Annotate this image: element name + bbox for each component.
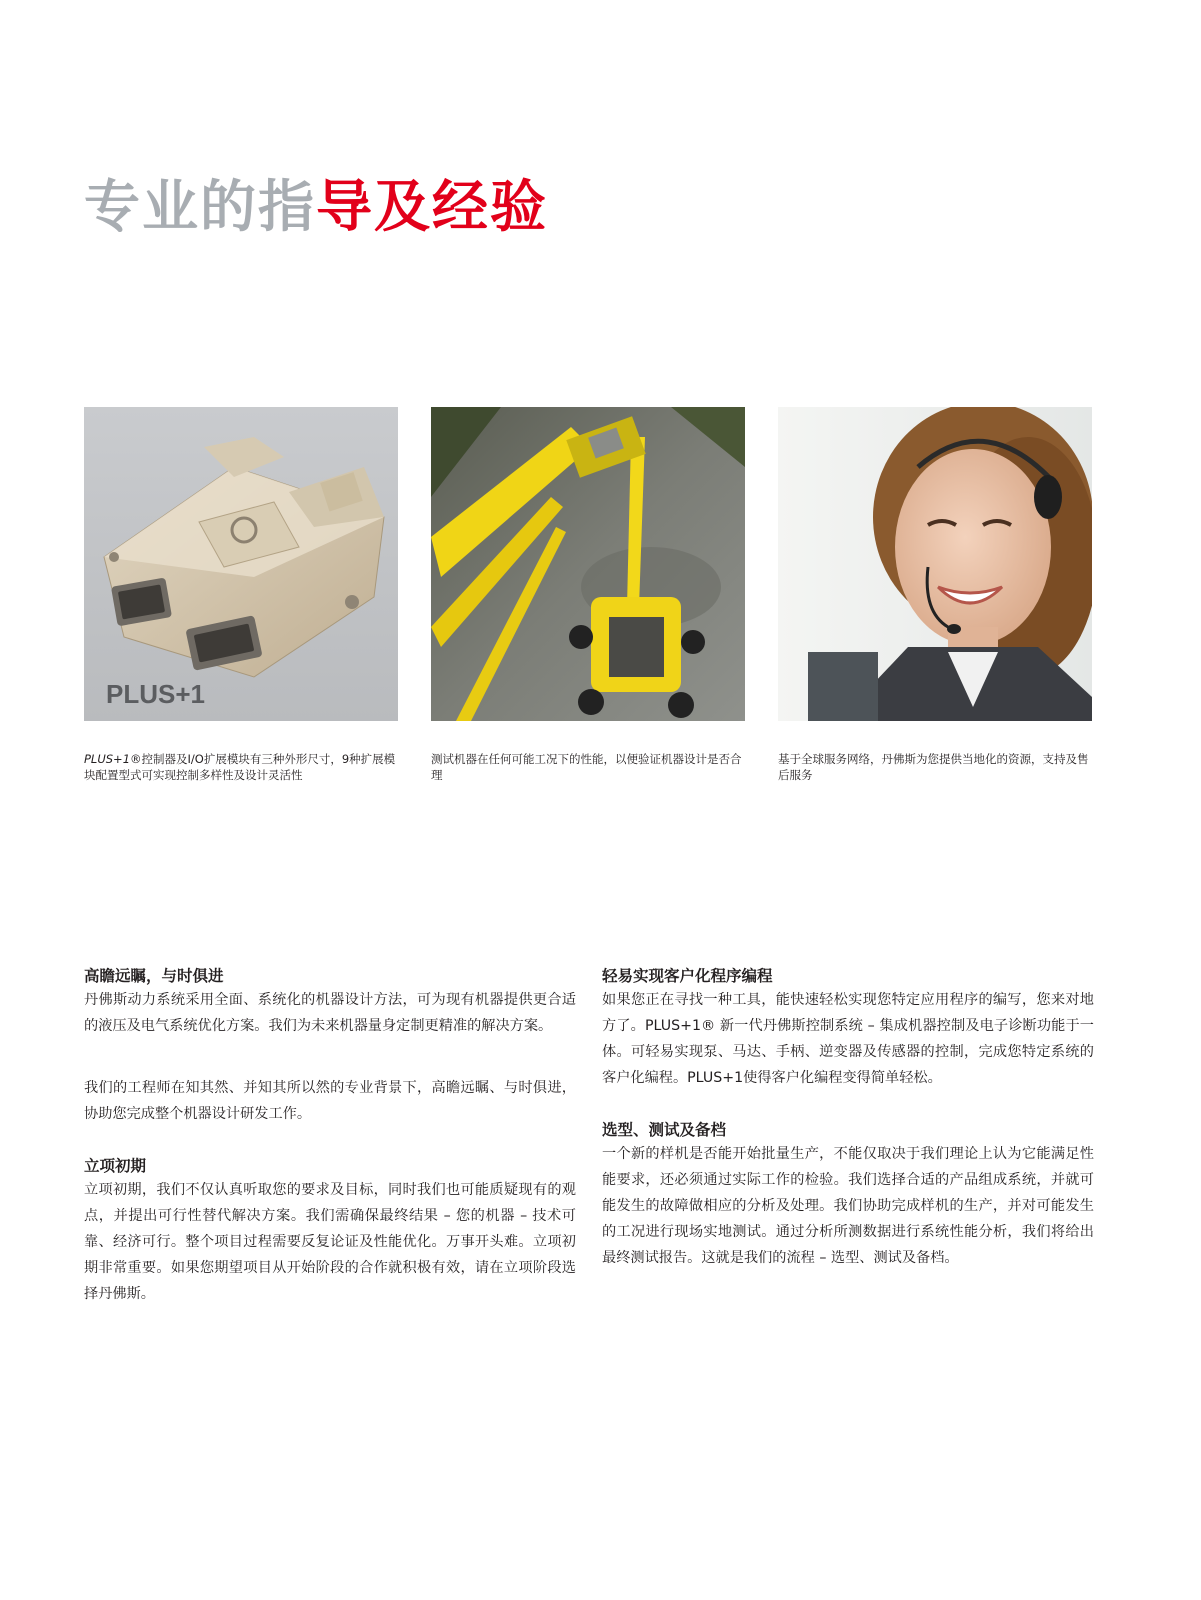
section-paragraph: 如果您正在寻找一种工具，能快速轻松实现您特定应用程序的编写，您来对地方了。PLUS+1® 新一代丹佛斯控制系统 – 集成机器控制及电子诊断功能于一体。可轻易实现泵、马达、手柄、逆变器及传感器的控制，完成您特定系统的客户化编程。PLUS+1使得客户化编程变得简单轻松。 [602, 992, 1094, 1086]
support-agent-image [778, 407, 1092, 721]
page-title [84, 172, 548, 244]
section-heading-programming: 轻易实现客户化程序编程 [602, 967, 773, 985]
controller-module-image [84, 407, 398, 721]
caption-service: 基于全球服务网络，丹佛斯为您提供当地化的资源，支持及售后服务 [778, 752, 1089, 782]
section-paragraph: 立项初期，我们不仅认真听取您的要求及目标，同时我们也可能质疑现有的观点，并提出可行性替代解决方案。我们需确保最终结果 – 您的机器 – 技术可靠、经济可行。整个项目过程需要反复论证及性能优化。万事开头难。立项初期非常重要。如果您期望项目从开始阶段的合作就积极有效，请在立项阶段选择丹佛斯。 [84, 1182, 576, 1302]
right-column [602, 965, 1094, 1271]
caption-testing: 测试机器在任何可能工况下的性能，以便验证机器设计是否合理 [431, 752, 742, 782]
caption-plus1-prefix: PLUS+1® [84, 752, 142, 766]
plus1-logo: PLUS+1 [106, 679, 205, 709]
section-paragraph: 丹佛斯动力系统采用全面、系统化的机器设计方法，可为现有机器提供更合适的液压及电气系统优化方案。我们为未来机器量身定制更精准的解决方案。 [84, 992, 576, 1034]
page-title-gray-part: 专业的指 [84, 175, 316, 240]
page-title-red-part: 导及经验 [316, 175, 548, 240]
aerial-platform-image [431, 407, 745, 721]
caption-controller-text: 控制器及I/O扩展模块有三种外形尺寸，9种扩展模块配置型式可实现控制多样性及设计灵活性 [84, 752, 396, 782]
section-heading-selection-testing: 选型、测试及备档 [602, 1121, 727, 1139]
section-paragraph: 我们的工程师在知其然、并知其所以然的专业背景下，高瞻远瞩、与时俱进，协助您完成整个机器设计研发工作。 [84, 1080, 576, 1122]
section-heading-project-start: 立项初期 [84, 1157, 147, 1175]
section-paragraph: 一个新的样机是否能开始批量生产，不能仅取决于我们理论上认为它能满足性能要求，还必须通过实际工作的检验。我们选择合适的产品组成系统，并就可能发生的故障做相应的分析及处理。我们协助完成样机的生产，并对可能发生的工况进行现场实地测试。通过分析所测数据进行系统性能分析，我们将给出最终测试报告。这就是我们的流程 – 选型、测试及备档。 [602, 1146, 1094, 1266]
section-heading-foresight: 高瞻远瞩，与时俱进 [84, 967, 224, 985]
caption-controller [84, 751, 402, 783]
left-column [84, 965, 576, 1307]
